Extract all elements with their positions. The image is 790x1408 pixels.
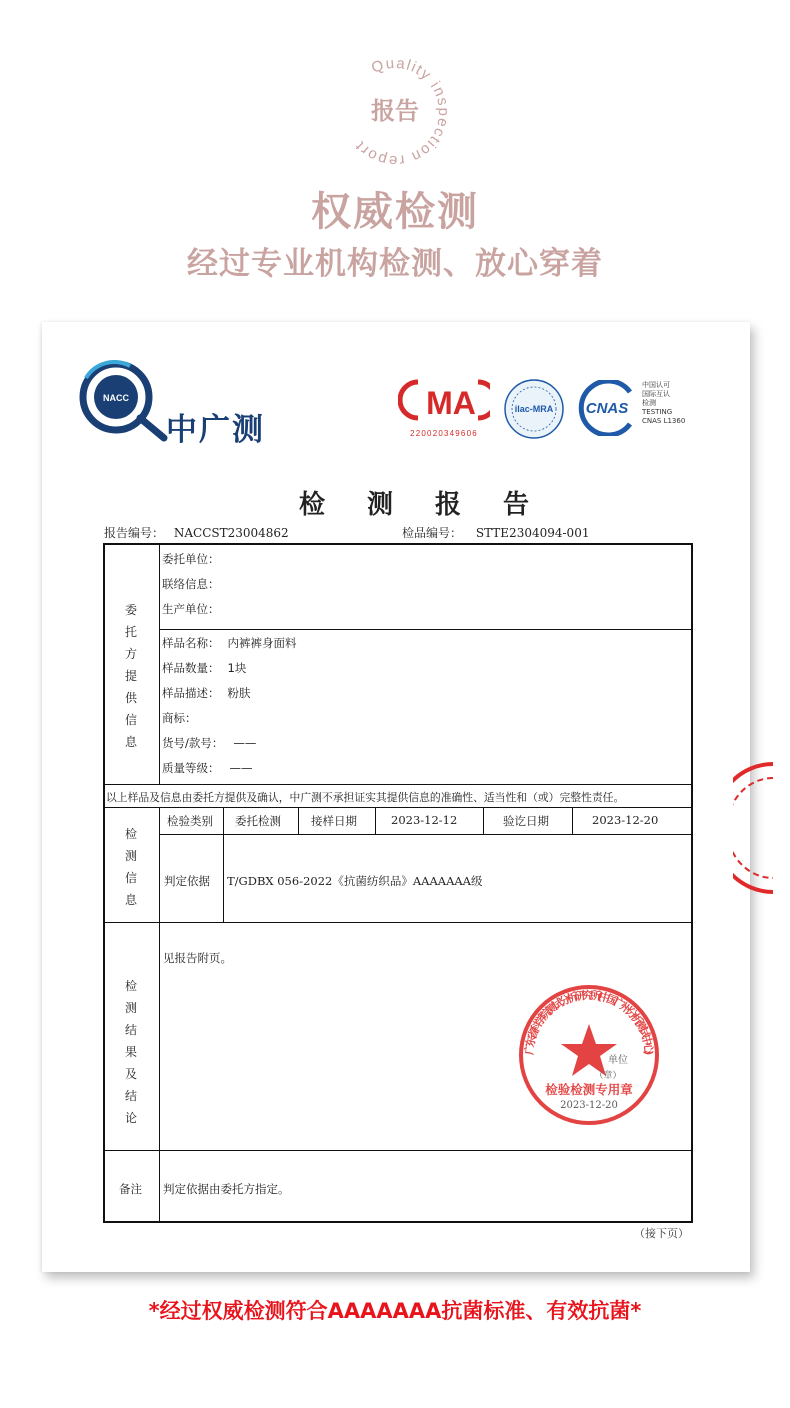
sample-row: 货号/款号： —— bbox=[162, 736, 257, 750]
cnas-line: 检测 bbox=[642, 399, 656, 407]
remark-label: 备注 bbox=[119, 1182, 142, 1196]
divider bbox=[105, 784, 693, 785]
cma-letters: MA bbox=[426, 385, 476, 421]
cnas-mark-icon bbox=[574, 380, 640, 436]
divider bbox=[105, 807, 693, 808]
cnas-line: 中国认可 bbox=[642, 381, 670, 389]
nacc-badge-text: NACC bbox=[103, 393, 129, 403]
logo-name: 中广测 bbox=[166, 412, 265, 448]
sample-number: STTE2304094-001 bbox=[475, 526, 590, 540]
sample-row: 商标： bbox=[162, 711, 197, 725]
basis-label: 判定依据 bbox=[164, 874, 210, 888]
stamp-center-text: 检验检测专用章 bbox=[545, 1082, 633, 1097]
edge-seal-icon bbox=[733, 758, 773, 898]
ilac-mra-icon bbox=[503, 378, 565, 440]
divider bbox=[375, 807, 376, 834]
ilac-text: ilac-MRA bbox=[514, 404, 554, 414]
divider bbox=[105, 1150, 693, 1151]
cnas-line: 国际互认 bbox=[642, 390, 670, 398]
result-text: 见报告附页。 bbox=[163, 951, 232, 965]
quality-report-badge bbox=[335, 52, 455, 172]
cnas-line: CNAS L1360 bbox=[642, 417, 686, 425]
disclaimer: 以上样品及信息由委托方提供及确认，中广测不承担证实其提供信息的准确性、适当性和（或）完整性责任。 bbox=[106, 791, 625, 804]
headline: 权威检测 bbox=[311, 189, 479, 235]
cnas-caption bbox=[642, 381, 685, 426]
client-row: 生产单位： bbox=[162, 602, 220, 616]
result-section-label: 检 测 结 果 及 结 论 bbox=[124, 979, 137, 1125]
receive-date-label: 接样日期 bbox=[311, 814, 357, 828]
finish-date: 2023-12-20 bbox=[592, 813, 659, 827]
client-row: 委托单位： bbox=[162, 552, 220, 566]
stamp-unit: 单位 bbox=[608, 1055, 628, 1066]
divider bbox=[483, 807, 484, 834]
subline: 经过专业机构检测、放心穿着 bbox=[187, 246, 603, 282]
finish-date-label: 验讫日期 bbox=[503, 814, 549, 828]
basis: T/GDBX 056-2022《抗菌纺织品》AAAAAAA级 bbox=[227, 874, 483, 888]
test-type-label: 检验类别 bbox=[167, 814, 213, 828]
report-number: NACCST23004862 bbox=[173, 526, 289, 540]
divider bbox=[298, 807, 299, 834]
test-type: 委托检测 bbox=[235, 814, 281, 828]
divider bbox=[159, 629, 693, 630]
next-page-note: （接下页） bbox=[634, 1227, 689, 1240]
cma-mark-icon bbox=[398, 378, 490, 440]
report-number-label: 报告编号： bbox=[104, 526, 165, 540]
inspection-stamp bbox=[518, 984, 660, 1126]
divider bbox=[223, 807, 224, 922]
divider bbox=[105, 922, 693, 923]
remark: 判定依据由委托方指定。 bbox=[163, 1182, 290, 1196]
stamp-ring-text: 广东省科学院测试分析研究所(中国广州分析测试中心) bbox=[522, 988, 656, 1056]
stamp-zhang: （章） bbox=[594, 1071, 622, 1081]
cnas-line: TESTING bbox=[642, 408, 673, 416]
sample-row: 样品数量： 1块 bbox=[162, 661, 247, 675]
claim-text: *经过权威检测符合AAAAAAA抗菌标准、有效抗菌* bbox=[148, 1299, 642, 1323]
divider bbox=[159, 807, 160, 1223]
client-row: 联络信息： bbox=[162, 577, 220, 591]
cma-number: 220020349606 bbox=[410, 429, 478, 438]
receive-date: 2023-12-12 bbox=[391, 813, 458, 827]
sample-row: 质量等级： —— bbox=[162, 761, 253, 775]
sample-row: 样品名称： 内裤裤身面料 bbox=[162, 636, 297, 650]
sample-number-label: 检品编号： bbox=[402, 526, 463, 540]
divider bbox=[159, 545, 160, 784]
cnas-letters: CNAS bbox=[585, 400, 629, 417]
star-icon bbox=[561, 1024, 617, 1076]
badge-center-text: 报告 bbox=[371, 97, 419, 125]
client-section-label: 委 托 方 提 供 信 息 bbox=[124, 603, 137, 749]
sample-number-row bbox=[402, 524, 589, 541]
divider bbox=[159, 834, 693, 835]
badge-ring-text: Quality inspection report bbox=[351, 54, 453, 170]
sample-row: 样品描述： 粉肤 bbox=[162, 686, 251, 700]
divider bbox=[572, 807, 573, 834]
document-title: 检测报告 bbox=[298, 490, 571, 520]
report-number-row bbox=[104, 524, 289, 541]
test-section-label: 检 测 信 息 bbox=[124, 827, 137, 907]
stamp-date: 2023-12-20 bbox=[560, 1100, 618, 1111]
